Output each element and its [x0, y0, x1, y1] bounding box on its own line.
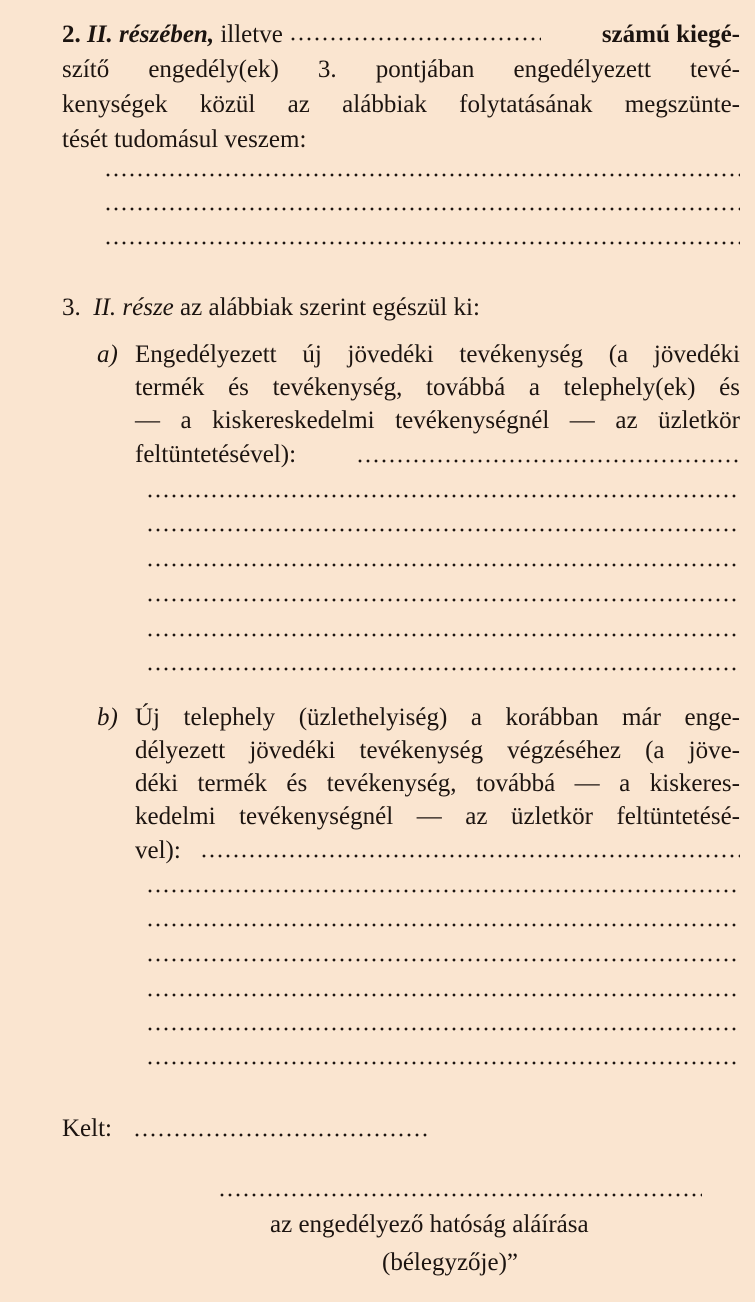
section3-title: [62, 293, 480, 323]
blank-line: [146, 493, 740, 499]
blank-line: [200, 853, 740, 859]
item-b-line4: kedelmi tevékenységnél — az üzletkör feltüntetésé-: [135, 803, 740, 830]
blank-line: [356, 458, 740, 464]
section2-line1: [62, 20, 740, 50]
item-b-line3: déki termék és tevékenység, továbbá — a kiskeres-: [135, 770, 740, 797]
section2-line3: kenységek közül az alábbiak folytatásának megszünte-: [62, 91, 740, 118]
blank-line: [146, 1026, 740, 1032]
item-b-line1: Új telephely (üzlethelyiség) a korábban már enge-: [135, 704, 740, 731]
blank-line: [146, 562, 740, 568]
section2-line4: tését tudomásul veszem:: [62, 126, 307, 153]
section3-reference: II. része: [93, 294, 174, 321]
section3-number: 3.: [62, 294, 81, 321]
item-b-line2: délyezett jövedéki tevékenység végzéséhez (a jöve-: [135, 737, 740, 764]
stamp-caption: (bélegyzője)”: [382, 1249, 519, 1276]
section2-line2: szítő engedély(ek) 3. pontjában engedélyezett tevé-: [62, 56, 740, 83]
section2-fill-dots: [289, 36, 541, 42]
blank-line: [146, 1060, 740, 1066]
section2-line1-mid: illetve: [220, 21, 283, 48]
blank-line: [104, 206, 740, 212]
item-b-line5: vel):: [135, 837, 181, 864]
kelt-label: Kelt:: [62, 1115, 112, 1142]
blank-line: [104, 240, 740, 246]
blank-line: [146, 992, 740, 998]
blank-line: [104, 172, 740, 178]
blank-line: [146, 632, 740, 638]
date-blank-line: [133, 1132, 428, 1138]
blank-line: [146, 957, 740, 963]
section2-reference: II. részében,: [87, 21, 215, 48]
blank-line: [146, 527, 740, 533]
item-b-label: b): [97, 704, 118, 731]
item-a-line2: termék és tevékenység, továbbá a telephely(ek) és: [135, 374, 740, 401]
item-a-line3: — a kiskereskedelmi tevékenységnél — az üzletkör: [135, 407, 740, 434]
section3-title-rest: az alábbiak szerint egészül ki:: [180, 294, 480, 321]
signature-line: [218, 1192, 702, 1198]
blank-line: [146, 888, 740, 894]
section2-number: 2.: [62, 21, 81, 48]
blank-line: [146, 922, 740, 928]
blank-line: [146, 666, 740, 672]
item-a-line1: Engedélyezett új jövedéki tevékenység (a jövedéki: [135, 341, 740, 368]
blank-line: [146, 597, 740, 603]
signature-caption: az engedélyező hatóság aláírása: [270, 1211, 589, 1238]
item-a-line4: feltüntetésével):: [135, 441, 297, 468]
item-a-label: a): [97, 341, 118, 368]
section2-line1-end: számú kiegé-: [601, 21, 740, 48]
